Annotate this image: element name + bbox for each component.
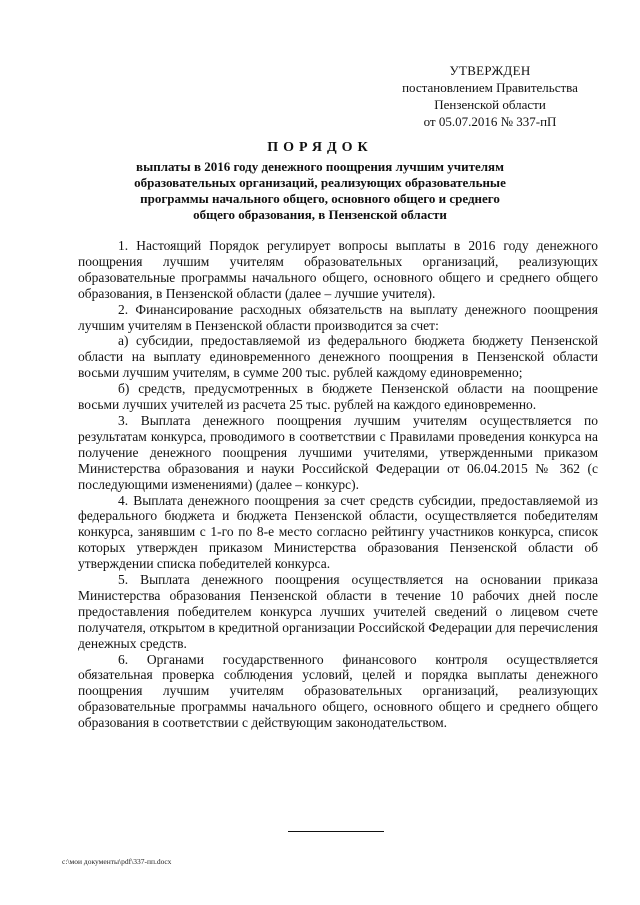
paragraph-2b: б) средств, предусмотренных в бюджете Пензенской области на поощрение восьми лучших учителей из расчета 25 тыс. рублей на каждого единовременно.	[78, 381, 598, 413]
document-title	[90, 140, 550, 223]
paragraph-2: 2. Финансирование расходных обязательств на выплату денежного поощрения лучшим учителям в Пензенской области производится за счет:	[78, 301, 598, 333]
title-line-2: образовательных организаций, реализующих образовательные	[134, 175, 506, 190]
paragraph-1: 1. Настоящий Порядок регулирует вопросы выплаты в 2016 году денежного поощрения лучшим учителям образовательных организаций, реализующих образовательные программы начального общего, основного общего и среднего общего образования, в Пензенской области (далее – лучшие учителя).	[78, 238, 598, 301]
paragraph-2a: а) субсидии, предоставляемой из федерального бюджета бюджету Пензенской области на выплату единовременного денежного поощрения в Пензенской области восьми лучшим учителям, в сумме 200 тыс. рублей каждому единовременно;	[78, 333, 598, 381]
paragraph-3: 3. Выплата денежного поощрения лучшим учителям осуществляется по результатам конкурса, проводимого в соответствии с Правилами проведения конкурса на получение денежного поощрения лучшими учителями, утвержденными приказом Министерства образования и науки Российской Федерации от 06.04.2015 № 362 (с последующими изменениями) (далее – конкурс).	[78, 412, 598, 492]
paragraph-6: 6. Органами государственного финансового контроля осуществляется обязательная проверка соблюдения условий, целей и порядка выплаты денежного поощрения лучшим учителям образовательных организаций, реализующих образовательные программы начального общего, основного общего и среднего общего образования в соответствии с действующим законодательством.	[78, 651, 598, 731]
end-rule	[288, 831, 384, 832]
title-heading: ПОРЯДОК	[267, 140, 373, 155]
document-body	[78, 238, 598, 731]
paragraph-5: 5. Выплата денежного поощрения осуществляется на основании приказа Министерства образования Пензенской области в течение 10 рабочих дней после предоставления победителем конкурса лучших учителей сведений о лицевом счете получателя, открытом в кредитной организации Российской Федерации для перечисления денежных средств.	[78, 572, 598, 651]
approval-line-2: Пензенской области	[434, 97, 546, 112]
approval-word: УТВЕРЖДЕН	[449, 63, 531, 78]
footer-file-path: c:\мои документы\pdf\337-пп.docx	[62, 857, 172, 866]
paragraph-4: 4. Выплата денежного поощрения за счет средств субсидии, предоставляемой из федерального бюджета и бюджета Пензенской области, осуществляется победителям конкурса, занявшим с 1-го по 8-е место согласно рейтингу участников конкурса, список которых утвержден приказом Министерства образования Пензенской области об утверждении списка победителей конкурса.	[78, 492, 598, 572]
approval-stamp	[380, 62, 600, 130]
title-line-1: выплаты в 2016 году денежного поощрения лучшим учителям	[136, 159, 504, 174]
approval-line-1: постановлением Правительства	[402, 80, 578, 95]
title-line-4: общего образования, в Пензенской области	[193, 207, 447, 222]
title-subtitle	[90, 159, 550, 223]
title-line-3: программы начального общего, основного общего и среднего	[140, 191, 500, 206]
approval-line-3: от 05.07.2016 № 337-пП	[423, 114, 557, 129]
